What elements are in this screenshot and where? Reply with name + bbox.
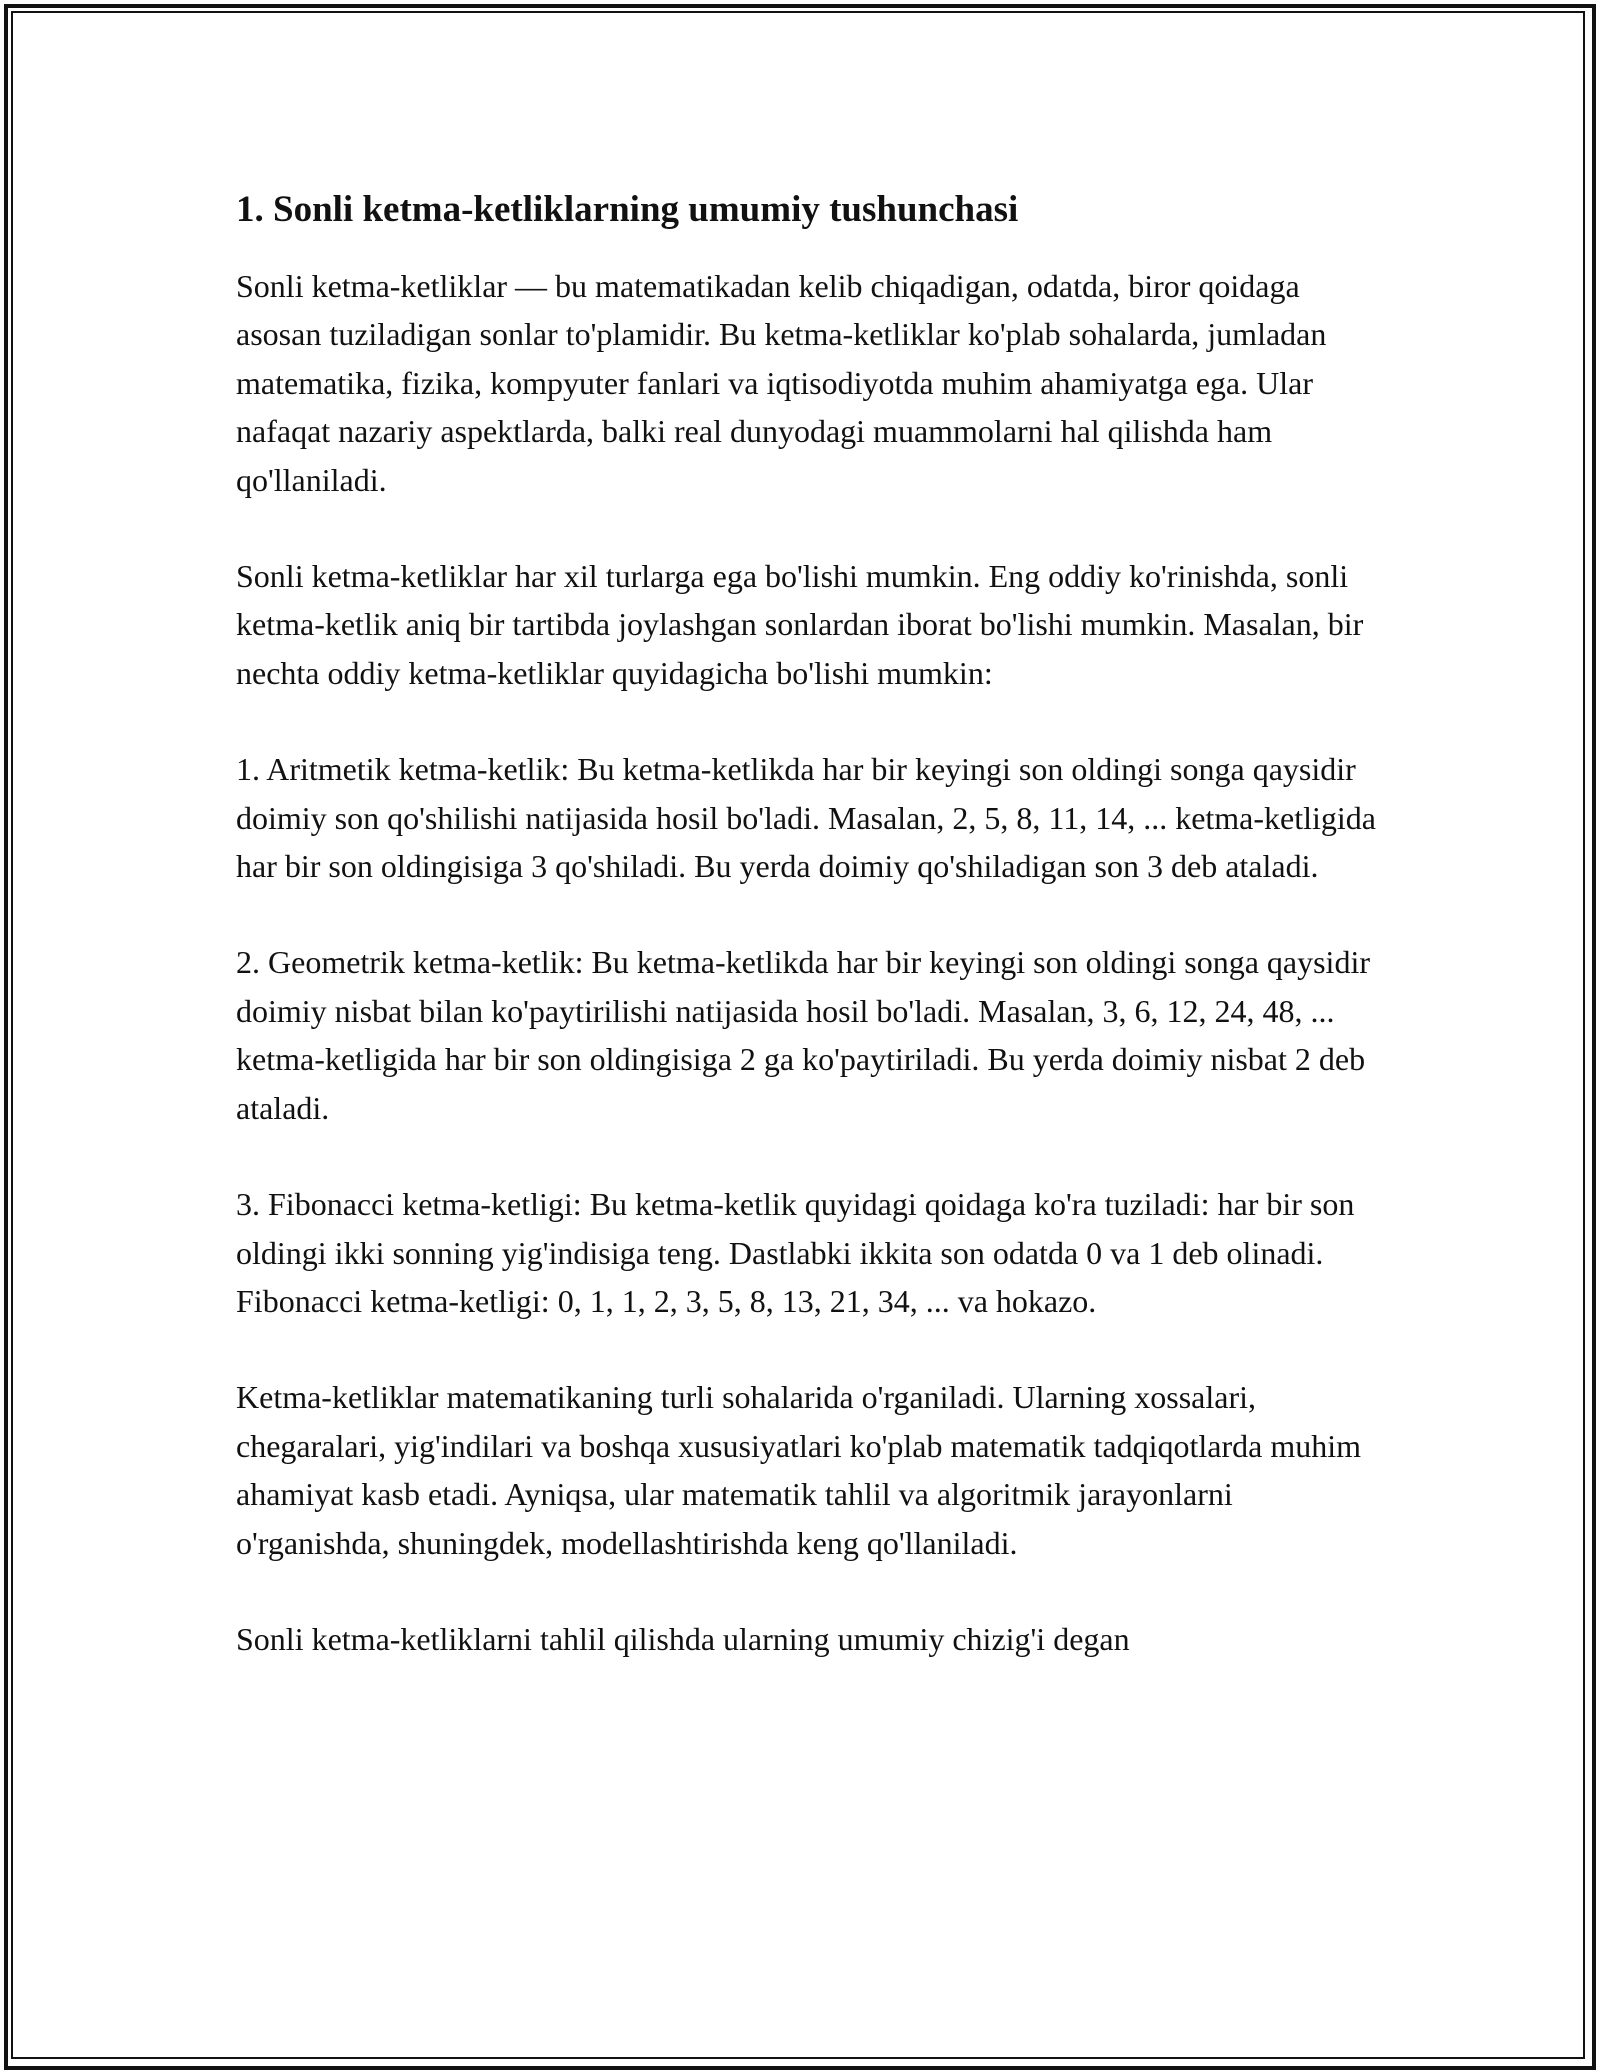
paragraph-applications: Ketma-ketliklar matematikaning turli sohalarida o'rganiladi. Ularning xossalari, chegaralari, yig'indilari va boshqa xususiyatlari ko'plab matematik tadqiqotlarda muhim ahamiyat kasb etadi. Ayniqsa, ular matematik tahlil va algoritmik jarayonlarni o'rganishda, shuningdek, modellashtirishda keng qo'llaniladi. xyxy=(236,1379,1361,1561)
section-heading: 1. Sonli ketma-ketliklarning umumiy tushunchasi xyxy=(236,189,1019,230)
paragraph-analysis: Sonli ketma-ketliklarni tahlil qilishda ularning umumiy chizig'i degan xyxy=(236,1620,1130,1657)
paragraph-fibonacci: 3. Fibonacci ketma-ketligi: Bu ketma-ketlik quyidagi qoidaga ko'ra tuziladi: har bir son oldingi ikki sonning yig'indisiga teng. Dastlabki ikkita son odatda 0 va 1 deb olinadi. Fibonacci ketma-ketligi: 0, 1, 1, 2, 3, 5, 8, 13, 21, 34, ... va hokazo. xyxy=(236,1186,1355,1319)
paragraph-geometric: 2. Geometrik ketma-ketlik: Bu ketma-ketlikda har bir keyingi son oldingi songa qaysidir doimiy nisbat bilan ko'paytirilishi natijasida hosil bo'ladi. Masalan, 3, 6, 12, 24, 48, ... ketma-ketligida har bir son oldingisiga 2 ga ko'paytiriladi. Bu yerda doimiy nisbat 2 deb ataladi. xyxy=(236,944,1370,1126)
paragraph-arithmetic: 1. Aritmetik ketma-ketlik: Bu ketma-ketlikda har bir keyingi son oldingi songa qaysidir doimiy son qo'shilishi natijasida hosil bo'ladi. Masalan, 2, 5, 8, 11, 14, ... ketma-ketligida har bir son oldingisiga 3 qo'shiladi. Bu yerda doimiy qo'shiladigan son 3 deb ataladi. xyxy=(236,751,1376,885)
paragraph-intro: Sonli ketma-ketliklar — bu matematikadan kelib chiqadigan, odatda, biror qoidaga asosan tuziladigan sonlar to'plamidir. Bu ketma-ketliklar ko'plab sohalarda, jumladan matematika, fizika, kompyuter fanlari va iqtisodiyotda muhim ahamiyatga ega. Ular nafaqat nazariy aspektlarda, balki real dunyodagi muammolarni hal qilishda ham qo'llaniladi. xyxy=(236,268,1327,498)
paragraph-types: Sonli ketma-ketliklar har xil turlarga ega bo'lishi mumkin. Eng oddiy ko'rinishda, sonli ketma-ketlik aniq bir tartibda joylashgan sonlardan iborat bo'lishi mumkin. Masalan, bir nechta oddiy ketma-ketliklar quyidagicha bo'lishi mumkin: xyxy=(236,558,1364,691)
document-body xyxy=(236,186,1376,1711)
